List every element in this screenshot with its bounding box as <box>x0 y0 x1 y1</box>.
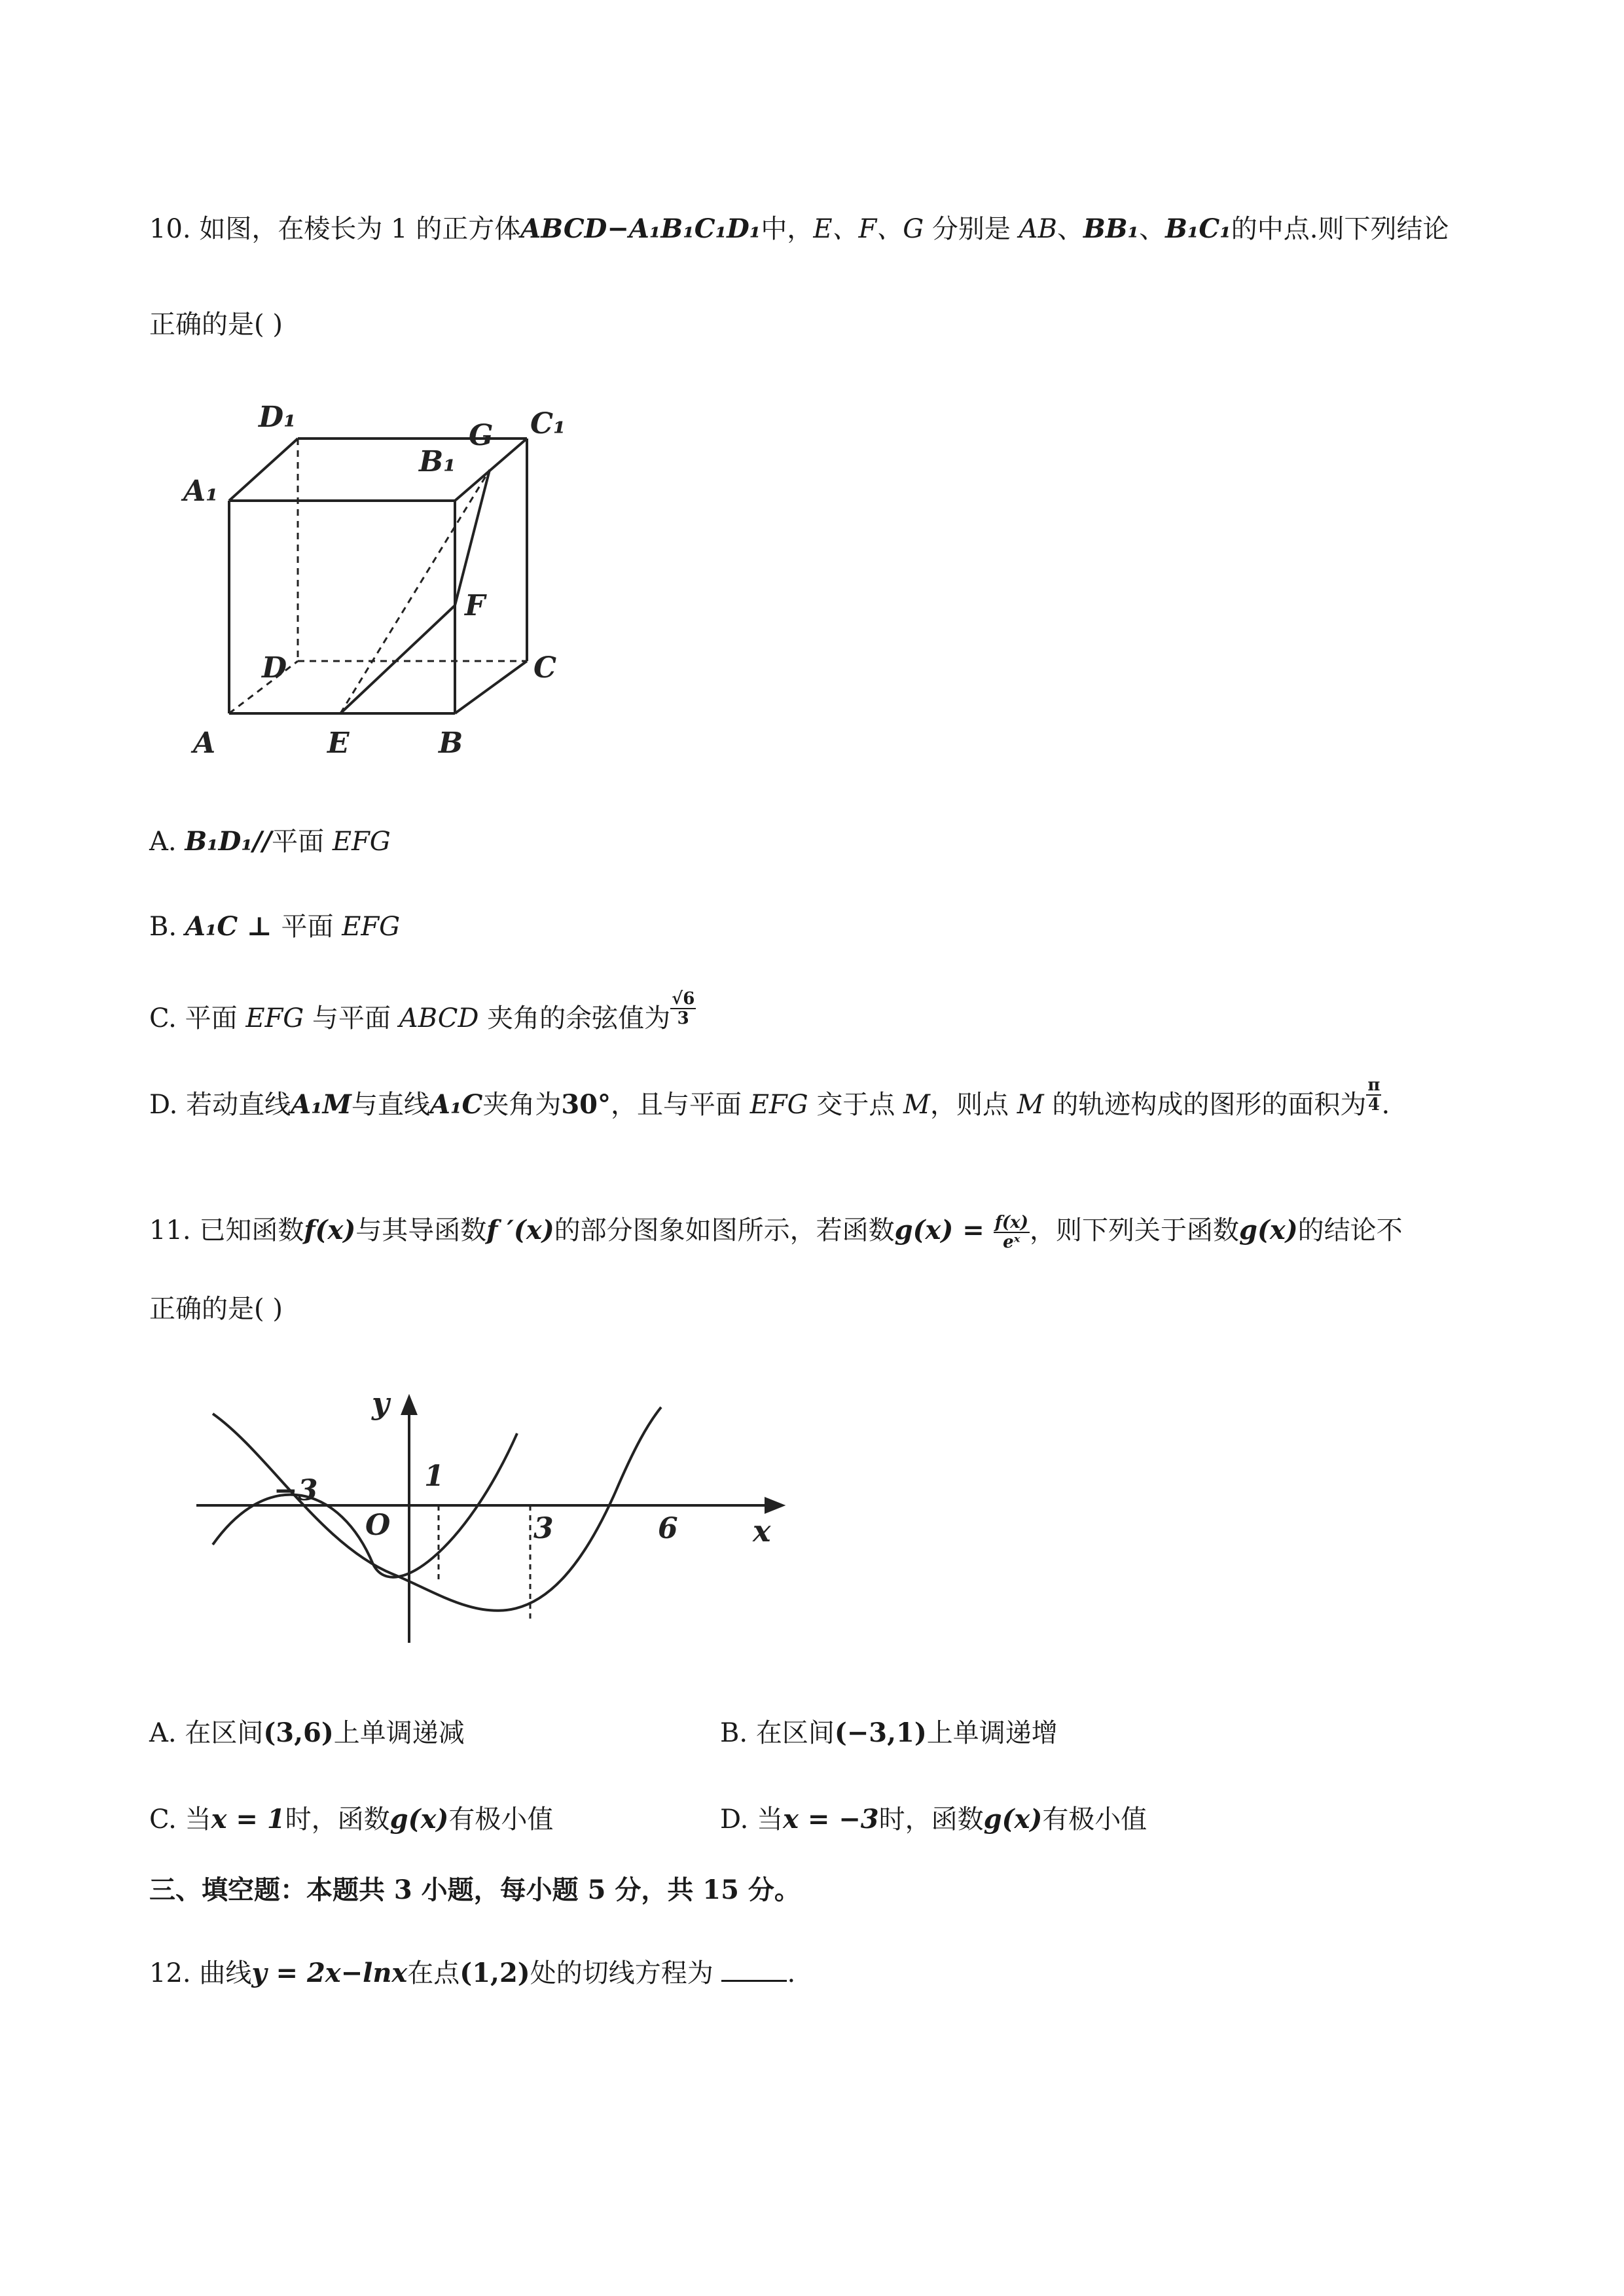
q11-number: 11. <box>149 1215 191 1246</box>
q10-stem-line1: 10. 如图，在棱长为 1 的正方体ABCD−A₁B₁C₁D₁中，E、F、G 分别是 AB、BB₁、B₁C₁的中点.则下列结论 <box>149 213 1449 244</box>
tick-1: 1 <box>424 1460 444 1493</box>
section-3-heading: 三、填空题：本题共 3 小题，每小题 5 分，共 15 分。 <box>149 1874 801 1905</box>
q11-option-b: B. 在区间(−3,1)上单调递增 <box>720 1717 1058 1748</box>
label-B: B <box>439 726 463 760</box>
q11-stem-line1: 11. 已知函数f(x)与其导函数f ′(x)的部分图象如图所示，若函数g(x) = $\frac{f(x)}{\text{eˣ}}$ ，则下列关于函数g(x)的结论不 <box>149 1213 1403 1252</box>
label-D: D <box>262 651 287 685</box>
q11-option-a: A. 在区间(3,6)上单调递减 <box>149 1717 465 1748</box>
axis-label-x: x <box>753 1513 771 1549</box>
label-D1: D₁ <box>259 401 297 434</box>
label-C: C <box>533 651 557 685</box>
q10-stem-line2: 正确的是( ) <box>149 310 283 340</box>
axis-label-y: y <box>372 1388 389 1421</box>
cube-name: ABCD−A₁B₁C₁D₁ <box>520 213 761 244</box>
q11-option-d: D. 当x = −3时，函数g(x)有极小值 <box>720 1804 1147 1835</box>
q10-option-d: D. 若动直线A₁M与直线A₁C夹角为30°，且与平面 EFG 交于点 M，则点 M 的轨迹构成的图形的面积为 $\frac{\pi}{4}$ . <box>149 1075 1390 1120</box>
q10-option-a: A. B₁D₁//平面 EFG <box>149 826 391 857</box>
tick-3: 3 <box>533 1512 554 1545</box>
q10-option-c: C. 平面 EFG 与平面 ABCD 夹角的余弦值为 $\frac{√6}{3}$ <box>149 989 695 1033</box>
cube-figure <box>177 386 609 766</box>
tick-neg3: −3 <box>274 1474 318 1507</box>
label-E: E <box>327 726 350 760</box>
label-A1: A₁ <box>183 475 219 508</box>
origin-label: O <box>365 1509 391 1542</box>
label-B1: B₁ <box>419 445 456 478</box>
label-C1: C₁ <box>530 407 566 440</box>
q11-option-c: C. 当x = 1时，函数g(x)有极小值 <box>149 1804 554 1835</box>
label-G: G <box>469 419 494 452</box>
q11-stem-line2: 正确的是( ) <box>149 1294 283 1324</box>
function-graph <box>190 1388 792 1649</box>
label-A: A <box>193 726 216 760</box>
answer-blank[interactable] <box>721 1954 787 1982</box>
q12-stem: 12. 曲线y = 2x−lnx在点(1,2)处的切线方程为 . <box>149 1954 795 1992</box>
tick-6: 6 <box>658 1512 678 1545</box>
label-F: F <box>465 589 486 622</box>
q10-option-b: B. A₁C ⊥ 平面 EFG <box>149 911 401 942</box>
q10-number: 10. <box>149 214 191 244</box>
q12-number: 12. <box>149 1958 191 1988</box>
